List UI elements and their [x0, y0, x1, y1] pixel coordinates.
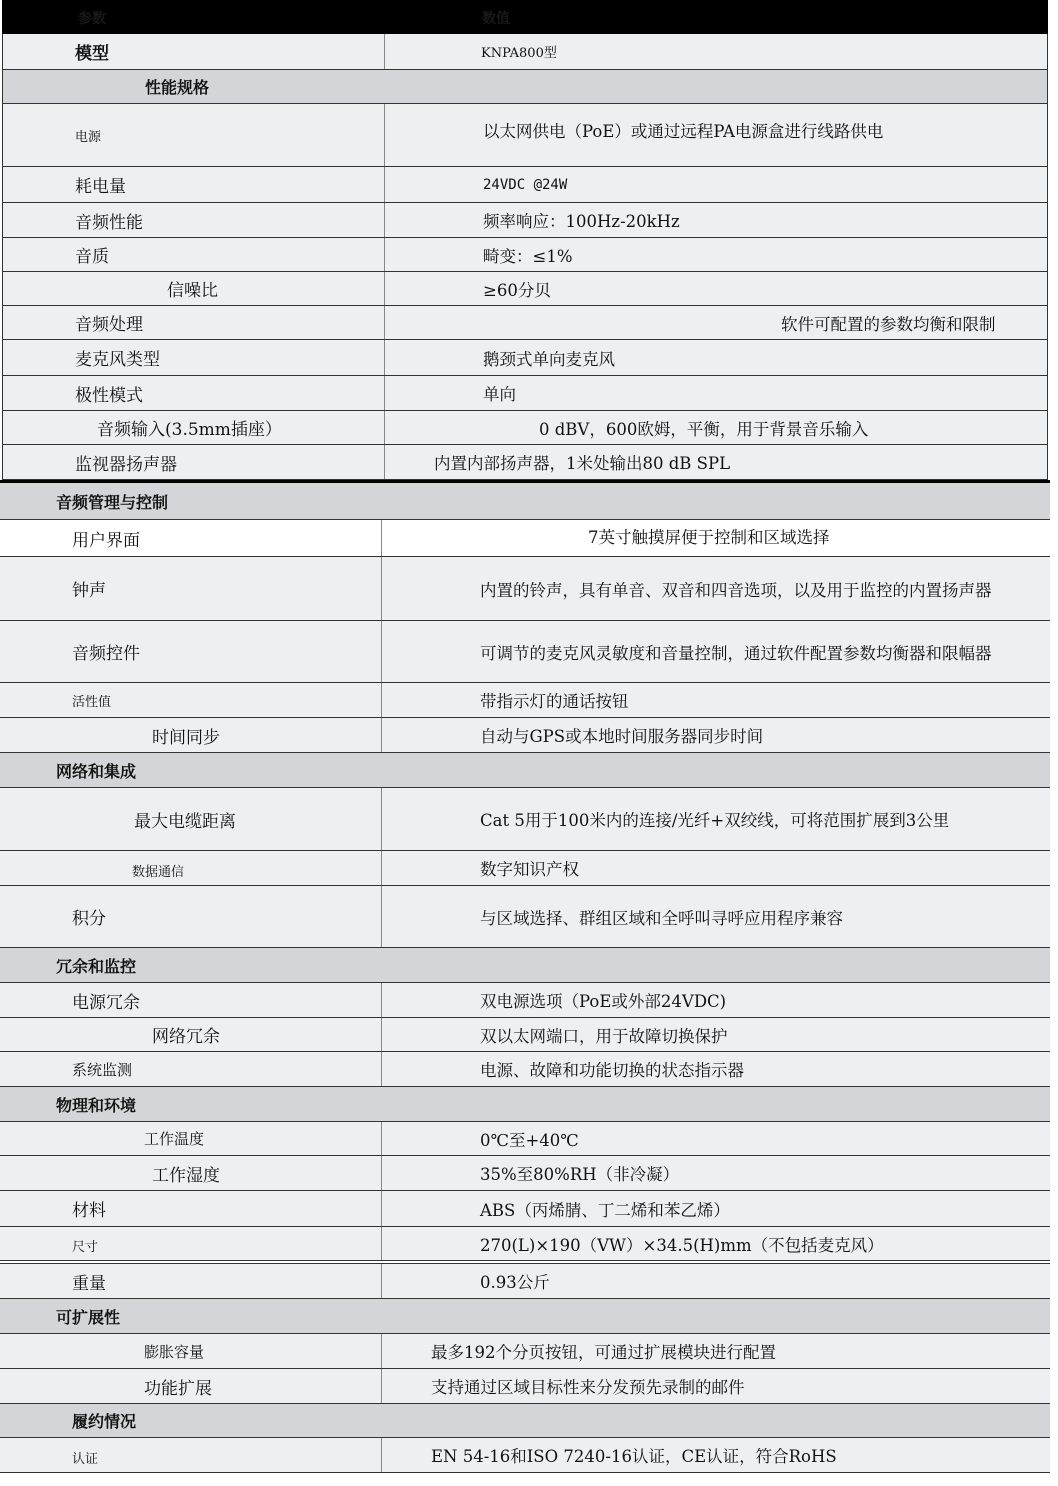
section-physical: [0, 1087, 1050, 1122]
table-row: [0, 557, 1050, 621]
table-row: [0, 983, 1050, 1018]
table-row: [2, 104, 1048, 167]
row-value: 7英寸触摸屏便于控制和区域选择: [588, 528, 830, 547]
row-label: 工作湿度: [152, 1165, 220, 1186]
section-title: 性能规格: [145, 78, 210, 97]
row-label: 网络冗余: [152, 1027, 220, 1047]
table-row: [2, 272, 1048, 306]
row-value: 数字知识产权: [480, 860, 579, 879]
table-row: [2, 340, 1048, 376]
table-row: [0, 788, 1050, 851]
row-value: ABS（丙烯腈、丁二烯和苯乙烯）: [480, 1200, 730, 1220]
row-value: 支持通过区域目标性来分发预先录制的邮件: [431, 1378, 745, 1397]
row-value: 以太网供电（PoE）或通过远程PA电源盒进行线路供电: [483, 122, 884, 141]
model-value: KNPA800型: [481, 46, 557, 61]
row-label: 材料: [72, 1201, 106, 1221]
row-value: 0℃至+40℃: [480, 1130, 579, 1150]
row-value: 0.93公斤: [480, 1273, 550, 1292]
row-value: 24VDC @24W: [483, 176, 568, 193]
table-row: [2, 167, 1048, 203]
table-row: [0, 683, 1050, 718]
row-label: 系统监测: [72, 1060, 133, 1079]
section-title: 履约情况: [72, 1412, 137, 1431]
header-col1: 参数: [78, 11, 106, 27]
table-row: [2, 445, 1048, 480]
section-title: 物理和环境: [56, 1095, 137, 1115]
table-row: [0, 886, 1050, 948]
row-value: 单向: [483, 385, 516, 404]
model-label: 模型: [75, 44, 109, 64]
section-title: 网络和集成: [56, 761, 137, 781]
section-expansion: [0, 1299, 1050, 1334]
table-row: [0, 851, 1050, 886]
row-value: 鹅颈式单向麦克风: [483, 349, 615, 369]
table-row: [0, 1334, 1050, 1369]
row-value: 可调节的麦克风灵敏度和音量控制，通过软件配置参数均衡器和限幅器: [480, 643, 992, 663]
row-label: 尺寸: [72, 1240, 99, 1255]
table-row: [0, 1156, 1050, 1191]
row-value: 电源、故障和功能切换的状态指示器: [480, 1061, 744, 1080]
table-row: [0, 1369, 1050, 1404]
row-label: 功能扩展: [144, 1378, 212, 1399]
row-label: 监视器扬声器: [75, 454, 177, 475]
row-label: 活性值: [72, 694, 112, 710]
table-row: [2, 411, 1048, 445]
table-row: [0, 1122, 1050, 1156]
row-label: 音频控件: [72, 644, 140, 664]
row-label: 膨胀容量: [144, 1342, 205, 1361]
row-label: 时间同步: [152, 727, 220, 748]
row-value: 畸变：≤1%: [483, 246, 573, 266]
row-value: 最多192个分页按钮，可通过扩展模块进行配置: [431, 1343, 776, 1362]
row-value: ≥60分贝: [483, 280, 551, 300]
row-label: 麦克风类型: [75, 350, 160, 370]
row-label: 用户界面: [72, 530, 140, 551]
row-value: 带指示灯的通话按钮: [480, 692, 629, 711]
table-row: [0, 1263, 1050, 1299]
row-label: 工作温度: [144, 1130, 205, 1148]
row-value: 35%至80%RH（非冷凝）: [480, 1165, 680, 1184]
row-label: 电源: [75, 129, 102, 145]
row-value: 自动与GPS或本地时间服务器同步时间: [480, 727, 764, 746]
table-row: [2, 203, 1048, 238]
table-row: [0, 520, 1050, 557]
section-title: 冗余和监控: [56, 956, 137, 976]
table-row: [2, 306, 1048, 340]
row-label: 极性模式: [75, 385, 143, 406]
row-label: 电源冗余: [72, 992, 140, 1013]
row-value: 软件可配置的参数均衡和限制: [781, 314, 996, 334]
table-header-bar: [2, 0, 1048, 34]
row-label: 最大电缆距离: [134, 811, 236, 832]
row-label: 认证: [72, 1451, 99, 1467]
row-value: 270(L)×190（VW）×34.5(H)mm（不包括麦克风）: [480, 1235, 884, 1255]
table-row: [0, 1052, 1050, 1087]
row-value: 频率响应：100Hz-20kHz: [483, 212, 680, 231]
table-row: [2, 376, 1048, 411]
table-row: [0, 1227, 1050, 1261]
table-row: [0, 718, 1050, 753]
row-label: 音频性能: [75, 212, 143, 233]
row-label: 音质: [75, 247, 109, 267]
row-value: 双以太网端口，用于故障切换保护: [480, 1026, 728, 1046]
row-value: EN 54-16和ISO 7240-16认证，CE认证，符合RoHS: [431, 1447, 837, 1466]
header-col2: 数值: [482, 11, 510, 27]
row-label: 积分: [72, 909, 106, 929]
table-row: [0, 621, 1050, 683]
row-value: 0 dBV，600欧姆，平衡，用于背景音乐输入: [539, 419, 869, 439]
row-label: 音频输入(3.5mm插座）: [97, 420, 282, 440]
row-label: 音频处理: [75, 315, 143, 335]
section-network: [0, 753, 1050, 788]
section-compliance: [0, 1404, 1050, 1438]
row-label: 重量: [72, 1273, 106, 1294]
row-label: 数据通信: [132, 864, 185, 880]
section-audio-control: [0, 483, 1050, 520]
table-row: [0, 1438, 1050, 1473]
row-value: 双电源选项（PoE或外部24VDC): [480, 992, 727, 1011]
row-value: 与区域选择、群组区域和全呼叫寻呼应用程序兼容: [480, 908, 843, 928]
section-title: 可扩展性: [56, 1307, 121, 1327]
model-row: [2, 34, 1048, 70]
table-row: [0, 1018, 1050, 1052]
row-value: 内置的铃声，具有单音、双音和四音选项，以及用于监控的内置扬声器: [480, 580, 992, 600]
row-label: 信噪比: [167, 281, 218, 301]
row-label: 耗电量: [75, 177, 126, 197]
section-title: 音频管理与控制: [56, 492, 169, 512]
row-value: Cat 5用于100米内的连接/光纤+双绞线，可将范围扩展到3公里: [480, 811, 950, 830]
section-redundancy: [0, 948, 1050, 983]
table-row: [0, 1191, 1050, 1227]
row-value: 内置内部扬声器，1米处输出80 dB SPL: [434, 454, 731, 473]
table-row: [2, 238, 1048, 272]
row-label: 钟声: [72, 581, 106, 601]
